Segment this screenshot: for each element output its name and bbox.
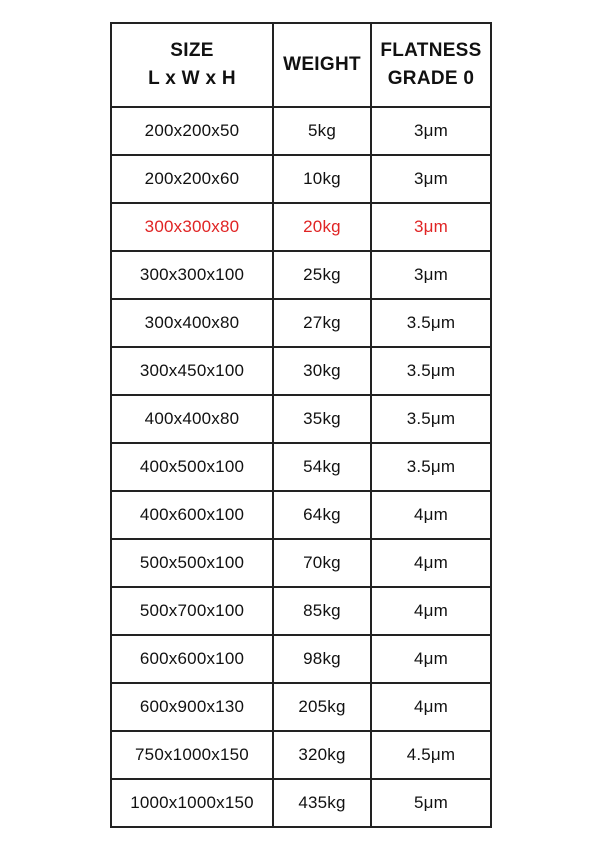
flatness-cell: 3μm (371, 155, 491, 203)
surface-plate-spec-table (110, 22, 492, 828)
weight-column-header (273, 23, 371, 107)
weight-cell: 98kg (273, 635, 371, 683)
flatness-cell: 3.5μm (371, 395, 491, 443)
weight-cell: 85kg (273, 587, 371, 635)
table-row (111, 155, 491, 203)
table-row (111, 779, 491, 827)
table-row (111, 539, 491, 587)
weight-cell: 70kg (273, 539, 371, 587)
size-cell: 300x300x100 (111, 251, 273, 299)
flatness-header-grade: GRADE 0 (387, 68, 475, 89)
flatness-cell: 3μm (371, 203, 491, 251)
size-cell: 400x600x100 (111, 491, 273, 539)
size-header-dimensions: L x W x H (148, 68, 236, 89)
size-cell: 400x400x80 (111, 395, 273, 443)
weight-cell: 35kg (273, 395, 371, 443)
table-row (111, 107, 491, 155)
size-cell: 500x500x100 (111, 539, 273, 587)
weight-cell: 320kg (273, 731, 371, 779)
weight-cell: 435kg (273, 779, 371, 827)
flatness-column-header (371, 23, 491, 107)
weight-cell: 64kg (273, 491, 371, 539)
flatness-cell: 4μm (371, 683, 491, 731)
flatness-cell: 3μm (371, 107, 491, 155)
weight-cell: 54kg (273, 443, 371, 491)
weight-cell: 10kg (273, 155, 371, 203)
flatness-cell: 4μm (371, 587, 491, 635)
size-cell: 200x200x60 (111, 155, 273, 203)
size-cell: 300x450x100 (111, 347, 273, 395)
table-row (111, 203, 491, 251)
flatness-cell: 3μm (371, 251, 491, 299)
flatness-cell: 5μm (371, 779, 491, 827)
table-row (111, 635, 491, 683)
size-cell: 600x900x130 (111, 683, 273, 731)
table-row (111, 347, 491, 395)
table-row (111, 587, 491, 635)
table-row (111, 395, 491, 443)
flatness-cell: 3.5μm (371, 347, 491, 395)
size-cell: 500x700x100 (111, 587, 273, 635)
weight-cell: 25kg (273, 251, 371, 299)
table-row (111, 251, 491, 299)
weight-cell: 5kg (273, 107, 371, 155)
weight-cell: 30kg (273, 347, 371, 395)
size-cell: 750x1000x150 (111, 731, 273, 779)
size-cell: 600x600x100 (111, 635, 273, 683)
table-row (111, 443, 491, 491)
size-cell: 300x300x80 (111, 203, 273, 251)
flatness-cell: 3.5μm (371, 443, 491, 491)
flatness-cell: 3.5μm (371, 299, 491, 347)
flatness-cell: 4μm (371, 635, 491, 683)
table-row (111, 299, 491, 347)
size-cell: 200x200x50 (111, 107, 273, 155)
table-header-row (111, 23, 491, 107)
flatness-cell: 4μm (371, 491, 491, 539)
flatness-cell: 4μm (371, 539, 491, 587)
weight-cell: 20kg (273, 203, 371, 251)
weight-header-title: WEIGHT (283, 54, 361, 75)
flatness-header-title: FLATNESS (380, 40, 482, 61)
weight-cell: 205kg (273, 683, 371, 731)
flatness-cell: 4.5μm (371, 731, 491, 779)
size-cell: 300x400x80 (111, 299, 273, 347)
table-row (111, 683, 491, 731)
size-cell: 1000x1000x150 (111, 779, 273, 827)
table-body (111, 107, 491, 827)
size-cell: 400x500x100 (111, 443, 273, 491)
table-row (111, 491, 491, 539)
weight-cell: 27kg (273, 299, 371, 347)
size-column-header (111, 23, 273, 107)
size-header-title: SIZE (170, 40, 214, 61)
table-row (111, 731, 491, 779)
